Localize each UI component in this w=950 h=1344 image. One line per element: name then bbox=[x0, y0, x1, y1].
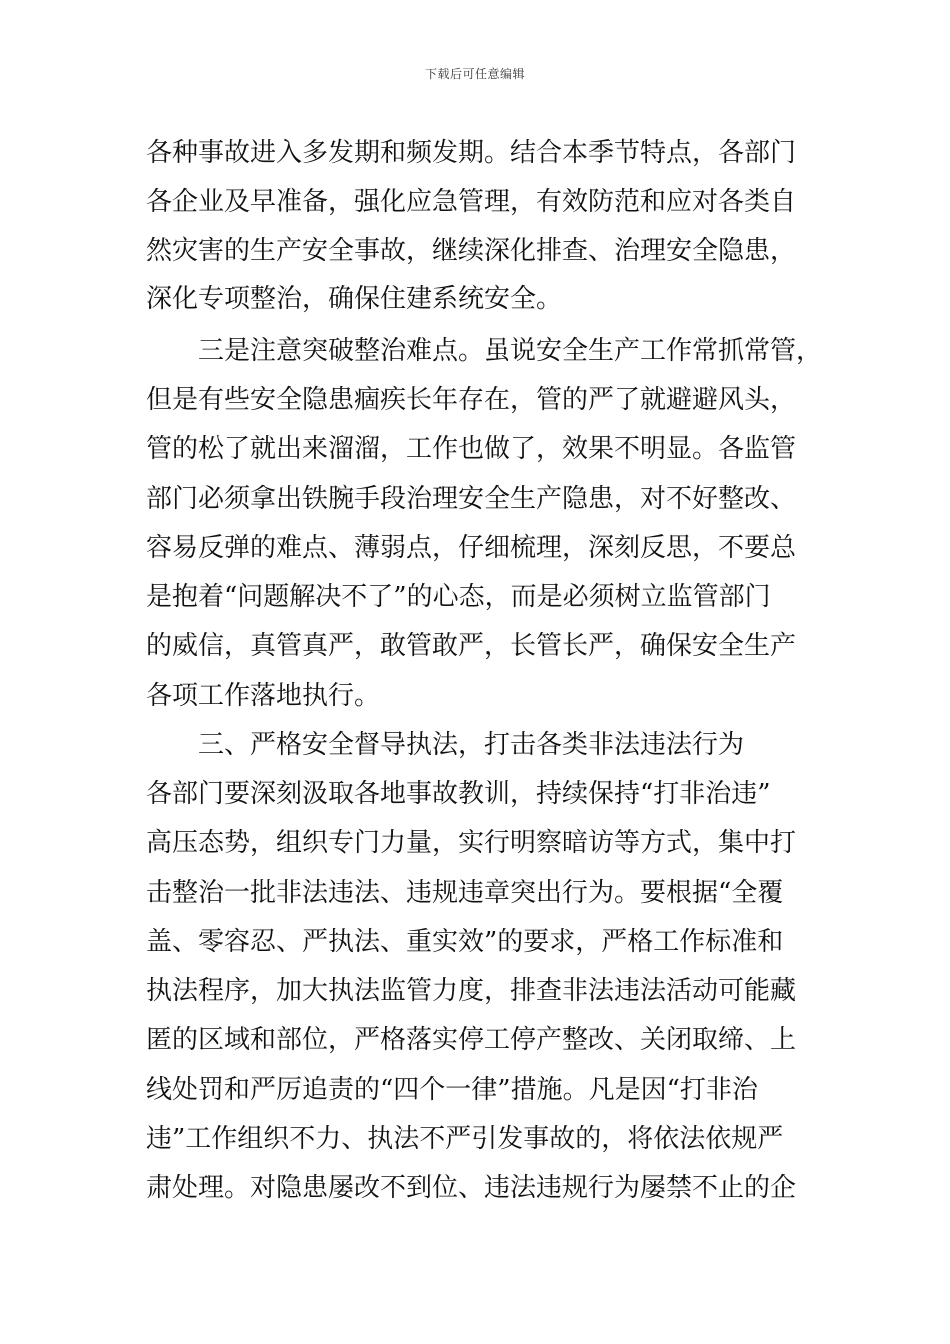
body-line: 高压态势，组织专门力量，实行明察暗访等方式，集中打 bbox=[146, 828, 797, 858]
body-line: 各种事故进入多发期和频发期。结合本季节特点，各部门 bbox=[146, 138, 797, 168]
body-line: 三是注意突破整治难点。虽说安全生产工作常抓常管， bbox=[198, 336, 823, 366]
body-line: 盖、零容忍、严执法、重实效”的要求，严格工作标准和 bbox=[146, 927, 784, 957]
body-line: 线处罚和严厉追责的“四个一律”措施。凡是因“打非治 bbox=[146, 1075, 758, 1105]
body-line: 肃处理。对隐患屡改不到位、违法违规行为屡禁不止的企 bbox=[146, 1173, 797, 1203]
body-line: 是抱着“问题解决不了”的心态，而是必须树立监管部门 bbox=[146, 582, 771, 612]
body-line: 部门必须拿出铁腕手段治理安全生产隐患，对不好整改、 bbox=[146, 484, 797, 514]
body-line: 管的松了就出来溜溜，工作也做了，效果不明显。各监管 bbox=[146, 434, 797, 464]
section-heading: 三、严格安全督导执法，打击各类非法违法行为 bbox=[198, 730, 745, 760]
body-line: 容易反弹的难点、薄弱点，仔细梳理，深刻反思，不要总 bbox=[146, 533, 797, 563]
body-line: 的威信，真管真严，敢管敢严，长管长严，确保安全生产 bbox=[146, 631, 797, 661]
body-line: 各项工作落地执行。 bbox=[146, 681, 381, 711]
body-line: 匿的区域和部位，严格落实停工停产整改、关闭取缔、上 bbox=[146, 1025, 797, 1055]
body-line: 执法程序，加大执法监管力度，排查非法违法活动可能藏 bbox=[146, 976, 797, 1006]
body-line: 深化专项整治，确保住建系统安全。 bbox=[146, 284, 563, 314]
page-header: 下载后可任意编辑 bbox=[424, 67, 525, 81]
body-line: 各部门要深刻汲取各地事故教训，持续保持“打非治违” bbox=[146, 779, 771, 809]
body-line: 然灾害的生产安全事故，继续深化排查、治理安全隐患， bbox=[146, 236, 797, 266]
body-line: 击整治一批非法违法、违规违章突出行为。要根据“全覆 bbox=[146, 878, 784, 908]
body-line: 违”工作组织不力、执法不严引发事故的，将依法依规严 bbox=[146, 1124, 784, 1154]
body-line: 但是有些安全隐患痼疾长年存在，管的严了就避避风头， bbox=[146, 385, 797, 415]
body-line: 各企业及早准备，强化应急管理，有效防范和应对各类自 bbox=[146, 187, 797, 217]
